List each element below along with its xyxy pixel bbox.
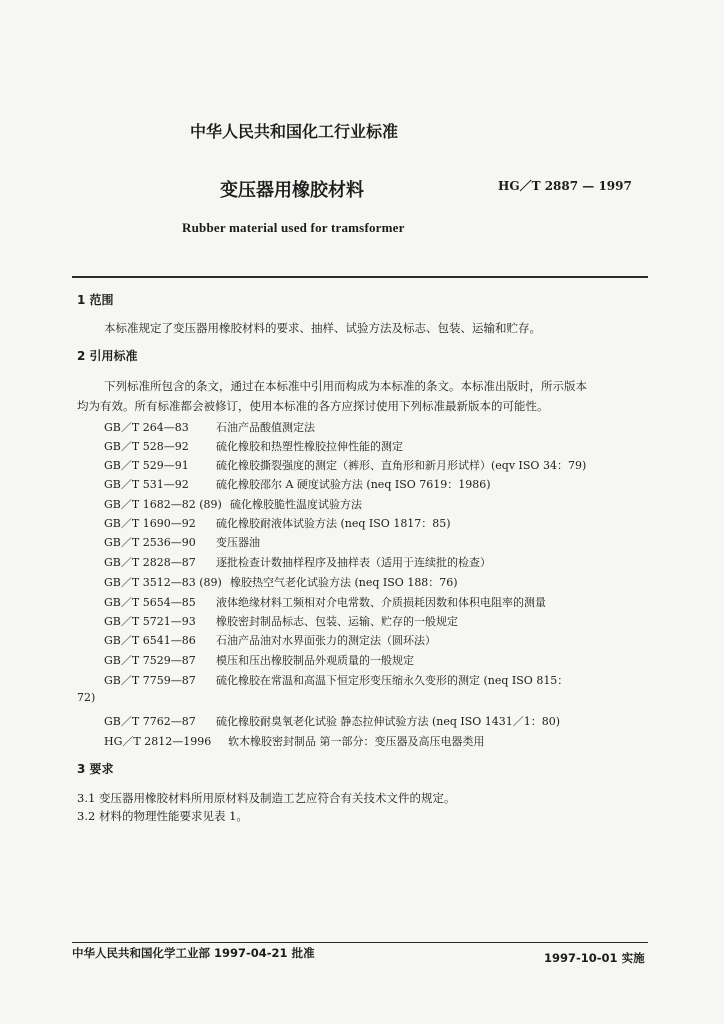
reference-item: GB／T 6541—86 石油产品油对水界面张力的测定法（圆环法） [104, 634, 436, 647]
reference-item: GB／T 529—91 硫化橡胶撕裂强度的测定（裤形、直角形和新月形试样）(eqv ISO 34：79) [104, 459, 587, 472]
english-title: Rubber material used for tramsformer [182, 220, 405, 235]
reference-item: GB／T 5721—93 橡胶密封制品标志、包装、运输、贮存的一般规定 [104, 615, 458, 628]
section-3-2: 3.2 材料的物理性能要求见表 1。 [77, 809, 248, 823]
issuing-header: 中华人民共和国化工行业标准 [190, 122, 399, 141]
reference-item: GB／T 528—92 硫化橡胶和热塑性橡胶拉伸性能的测定 [104, 440, 403, 453]
reference-item: GB／T 2536—90 变压器油 [104, 536, 260, 549]
footer-rule [72, 942, 648, 943]
reference-item: GB／T 7759—87 硫化橡胶在常温和高温下恒定形变压缩永久变形的测定 (neq ISO 815： [104, 674, 569, 687]
reference-item: GB／T 7762—87 硫化橡胶耐臭氧老化试验 静态拉伸试验方法 (neq ISO 1431／1：80) [104, 715, 561, 728]
section-2-text-line1: 下列标准所包含的条文，通过在本标准中引用而构成为本标准的条文。本标准出版时，所示版本 [104, 379, 587, 393]
reference-item: GB／T 5654—85 液体绝缘材料工频相对介电常数、介质损耗因数和体积电阻率的测量 [104, 596, 546, 609]
reference-item: GB／T 531—92 硫化橡胶邵尔 A 硬度试验方法 (neq ISO 7619：1986) [104, 478, 491, 491]
document-title: 变压器用橡胶材料 [220, 180, 364, 201]
reference-item: GB／T 1682—82 (89) 硫化橡胶脆性温度试验方法 [104, 498, 362, 511]
reference-item: HG／T 2812—1996 软木橡胶密封制品 第一部分：变压器及高压电器类用 [104, 735, 485, 748]
approval-date: 中华人民共和国化学工业部 1997-04-21 批准 [72, 946, 315, 960]
standard-code: HG／T 2887 — 1997 [498, 179, 632, 193]
section-2-heading: 2 引用标准 [77, 349, 138, 363]
section-1-text: 本标准规定了变压器用橡胶材料的要求、抽样、试验方法及标志、包装、运输和贮存。 [104, 321, 541, 335]
section-3-1: 3.1 变压器用橡胶材料所用原材料及制造工艺应符合有关技术文件的规定。 [77, 791, 456, 805]
section-3-heading: 3 要求 [77, 762, 114, 776]
reference-continuation: 72) [77, 691, 96, 704]
section-1-heading: 1 范围 [77, 293, 114, 307]
reference-item: GB／T 3512—83 (89) 橡胶热空气老化试验方法 (neq ISO 188：76) [104, 576, 458, 589]
section-2-text-line2: 均为有效。所有标准都会被修订，使用本标准的各方应探讨使用下列标准最新版本的可能性。 [77, 399, 549, 413]
reference-item: GB／T 264—83 石油产品酸值测定法 [104, 421, 315, 434]
implementation-date: 1997-10-01 实施 [544, 951, 645, 965]
reference-item: GB／T 2828—87 逐批检查计数抽样程序及抽样表（适用于连续批的检查） [104, 556, 491, 569]
header-rule [72, 276, 648, 278]
reference-item: GB／T 1690—92 硫化橡胶耐液体试验方法 (neq ISO 1817：85) [104, 517, 451, 530]
reference-item: GB／T 7529—87 模压和压出橡胶制品外观质量的一般规定 [104, 654, 414, 667]
